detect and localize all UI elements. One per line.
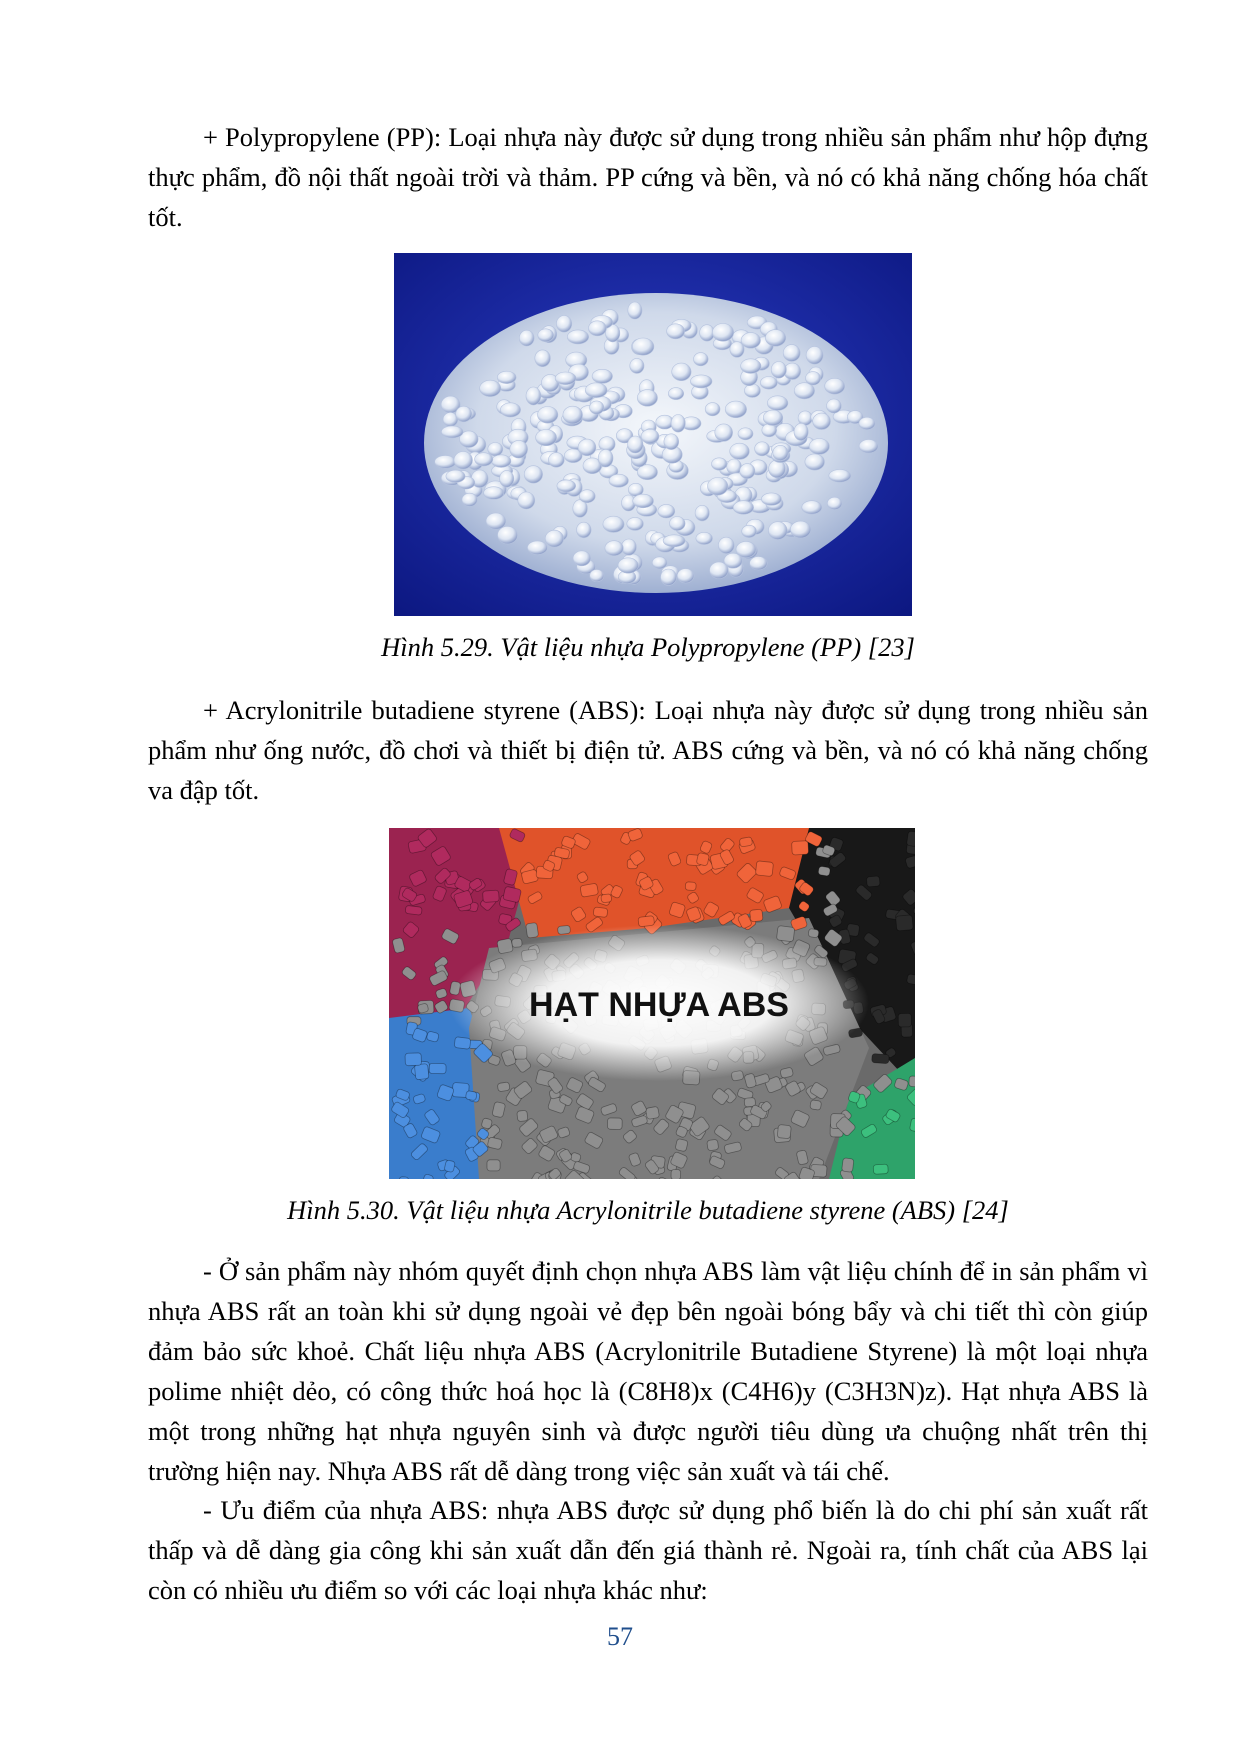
page-number: 57 [607, 1622, 633, 1651]
caption-abs: Hình 5.30. Vật liệu nhựa Acrylonitrile butadiene styrene (ABS) [24] [287, 1195, 1009, 1225]
paragraph-abs [148, 690, 1148, 810]
abs-pellets-image [389, 828, 915, 1179]
paragraph-choice [148, 1251, 1148, 1491]
paragraph-pp [148, 117, 1148, 237]
paragraph-choice-text: - Ở sản phẩm này nhóm quyết định chọn nhựa ABS làm vật liệu chính để in sản phẩm vì nhựa ABS rất an toàn khi sử dụng ngoài vẻ đẹp bên ngoài bóng bẩy và chi tiết thì còn giúp đảm bảo sức khoẻ. Chất liệu nhựa ABS (Acrylonitrile Butadiene Styrene) là một loại nhựa polime nhiệt dẻo, có công thức hoá học là (C8H8)x (C4H6)y (C3H3N)z). Hạt nhựa ABS là một trong những hạt nhựa nguyên sinh và được người tiêu dùng ưa chuộng nhất trên thị trường hiện nay. Nhựa ABS rất dễ dàng trong việc sản xuất và tái chế. [148, 1256, 1148, 1486]
abs-image-title: HẠT NHỰA ABS [529, 986, 789, 1024]
paragraph-pp-text: + Polypropylene (PP): Loại nhựa này được sử dụng trong nhiều sản phẩm như hộp đựng thực phẩm, đồ nội thất ngoài trời và thảm. PP cứng và bền, và nó có khả năng chống hóa chất tốt. [148, 122, 1148, 232]
paragraph-abs-text: + Acrylonitrile butadiene styrene (ABS): Loại nhựa này được sử dụng trong nhiều sản phẩm như ống nước, đồ chơi và thiết bị điện tử. ABS cứng và bền, và nó có khả năng chống va đập tốt. [148, 695, 1148, 805]
caption-pp: Hình 5.29. Vật liệu nhựa Polypropylene (PP) [23] [381, 632, 915, 662]
paragraph-advantages-text: - Ưu điểm của nhựa ABS: nhựa ABS được sử dụng phổ biến là do chi phí sản xuất rất thấp và dễ dàng gia công khi sản xuất dẫn đến giá thành rẻ. Ngoài ra, tính chất của ABS lại còn có nhiều ưu điểm so với các loại nhựa khác như: [148, 1495, 1148, 1605]
figure-abs-pellets [389, 828, 915, 1179]
pp-pellets-image [394, 253, 912, 616]
paragraph-advantages [148, 1490, 1148, 1610]
figure-pp-pellets [394, 253, 912, 616]
